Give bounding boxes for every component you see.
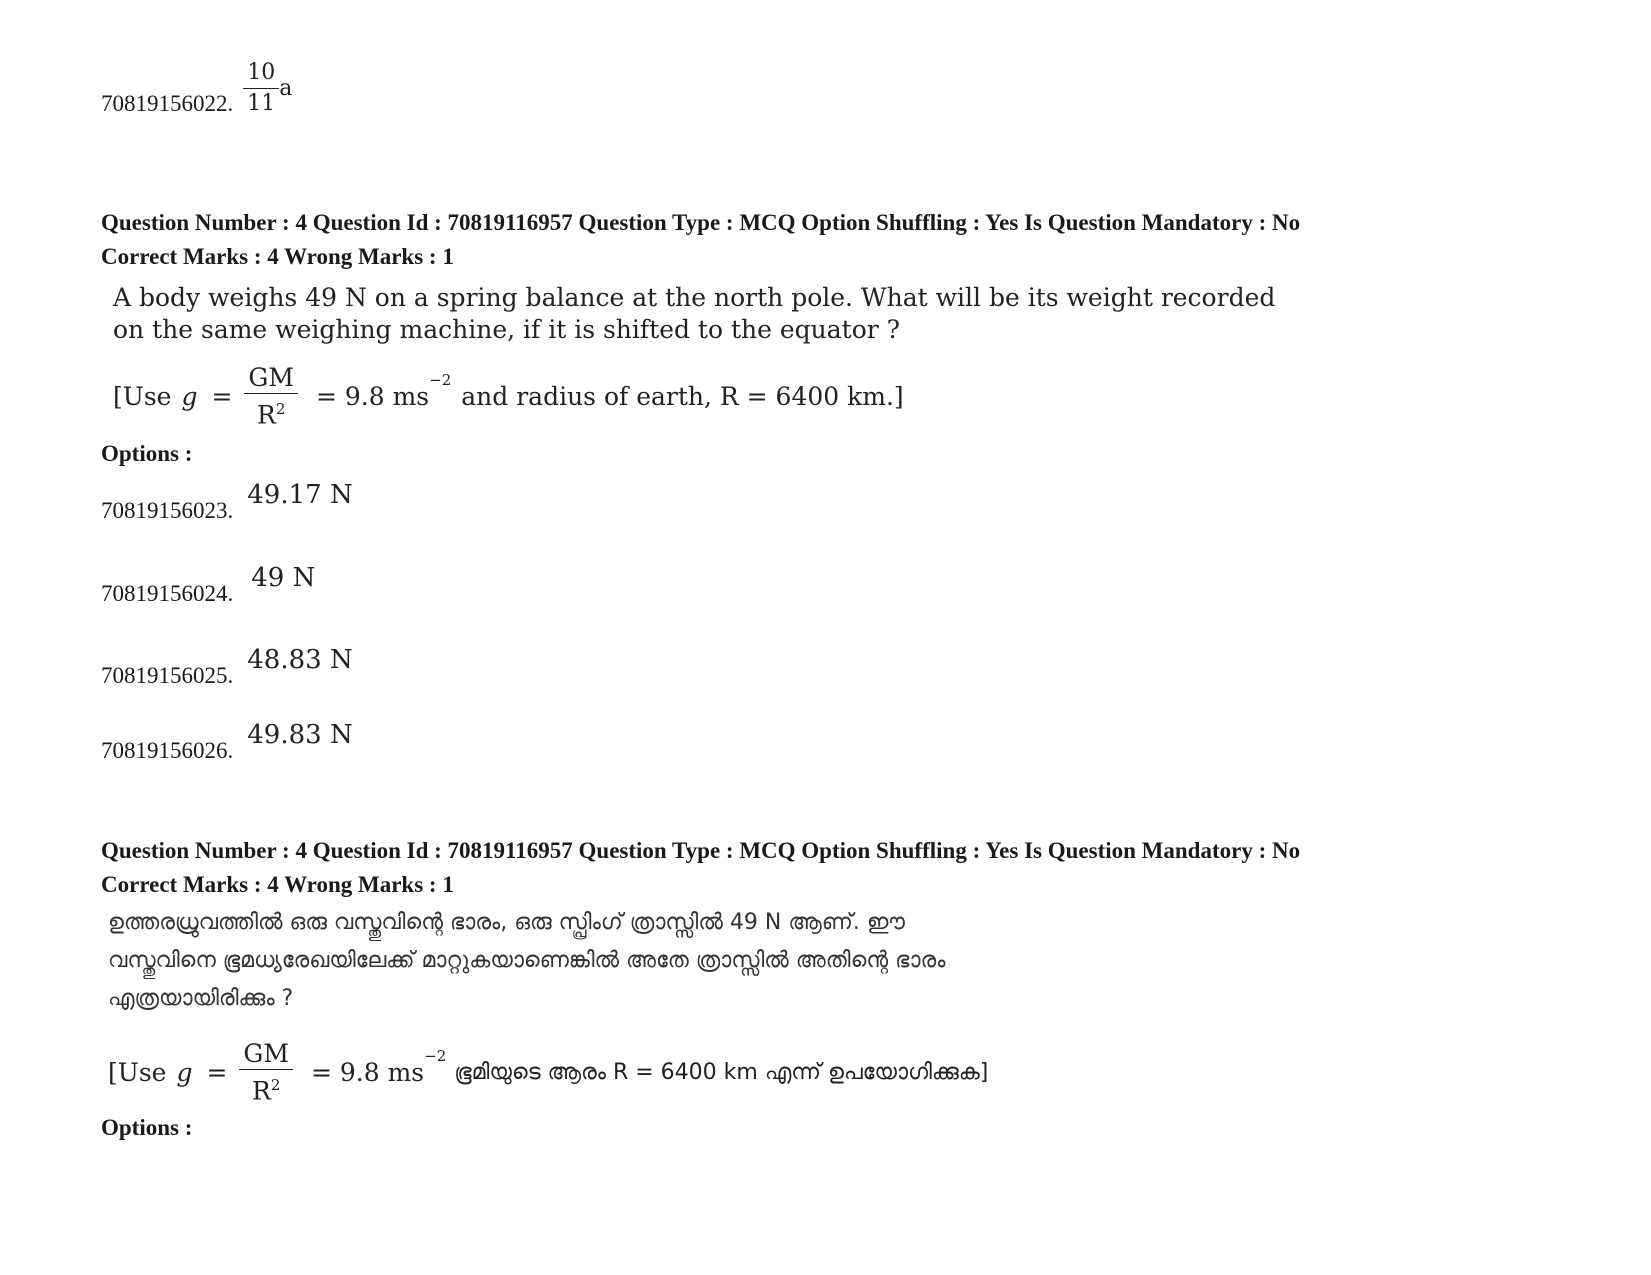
option-text: 49.83 N [247, 720, 353, 750]
option-row [101, 645, 353, 688]
formula-equals: = [211, 382, 233, 412]
question-meta-line: Question Number : 4 Question Id : 70819116957 Question Type : MCQ Option Shuffling : Yes Is Question Mandatory : No [101, 210, 1301, 235]
option-text: 48.83 N [247, 645, 353, 675]
fraction-numerator: GM [244, 363, 298, 394]
option-id: 70819156024. [101, 581, 234, 606]
option-row [101, 720, 353, 763]
fraction-denominator: $R^2$ [257, 400, 286, 430]
question-text-line: വസ്തുവിനെ ഭൂമധ്യരേഖയിലേക്ക് മാറ്റുകയാണെങ്കിൽ അതേ ത്രാസ്സിൽ അതിന്റെ ഭാരം [108, 948, 946, 973]
fraction-numerator: GM [239, 1039, 293, 1070]
fraction-denominator: $R^2$ [252, 1076, 281, 1106]
question-text-line: on the same weighing machine, if it is shifted to the equator ? [113, 315, 901, 344]
formula-suffix: ഭൂമിയുടെ ആരം R = 6400 km എന്ന് ഉപയോഗിക്കുക] [454, 1060, 989, 1086]
option-id: 70819156026. [101, 738, 234, 763]
options-label: Options : [101, 1115, 193, 1140]
fraction-suffix: a [279, 76, 293, 101]
formula-value: = 9.8 ms [316, 382, 430, 412]
option-row [101, 563, 316, 606]
question-text-line: ഉത്തരധ്രുവത്തിൽ ഒരു വസ്തുവിന്റെ ഭാരം, ഒരു സ്പ്രിംഗ് ത്രാസ്സിൽ 49 N ആണ്. ഈ [108, 910, 905, 935]
option-70819156022 [101, 58, 292, 119]
option-id: 70819156022. [101, 91, 234, 116]
question-text-line: A body weighs 49 N on a spring balance at the north pole. What will be its weight recorded [113, 283, 1276, 312]
question-header [101, 206, 1521, 274]
formula-fraction [239, 1039, 293, 1106]
formula-equals: = [206, 1058, 228, 1088]
question-text-line: എത്രയായിരിക്കും ? [108, 986, 294, 1011]
question-meta-line: Question Number : 4 Question Id : 70819116957 Question Type : MCQ Option Shuffling : Yes Is Question Mandatory : No [101, 838, 1301, 863]
question-formula [113, 363, 904, 430]
option-fraction [243, 58, 292, 119]
options-label: Options : [101, 441, 193, 466]
option-id: 70819156025. [101, 663, 234, 688]
formula-exponent: −2 [429, 371, 452, 389]
option-id: 70819156023. [101, 498, 234, 523]
formula-value: = 9.8 ms [311, 1058, 425, 1088]
formula-fraction [244, 363, 298, 430]
question-marks-line: Correct Marks : 4 Wrong Marks : 1 [101, 872, 454, 897]
formula-variable: g [181, 382, 198, 412]
option-text: 49 N [251, 563, 316, 593]
question-header [101, 834, 1521, 902]
formula-prefix: [Use [108, 1058, 167, 1088]
option-text: 49.17 N [247, 480, 353, 510]
fraction-denominator: 11 [247, 91, 276, 116]
formula-prefix: [Use [113, 382, 172, 412]
question-text [113, 282, 1313, 346]
formula-suffix: and radius of earth, R = 6400 km.] [461, 382, 904, 412]
fraction-numerator: 10 [243, 58, 279, 89]
option-row [101, 480, 353, 523]
formula-variable: g [176, 1058, 193, 1088]
formula-exponent: −2 [424, 1047, 447, 1065]
question-formula [108, 1039, 988, 1106]
question-text-malayalam [108, 904, 1308, 1018]
question-marks-line: Correct Marks : 4 Wrong Marks : 1 [101, 244, 454, 269]
